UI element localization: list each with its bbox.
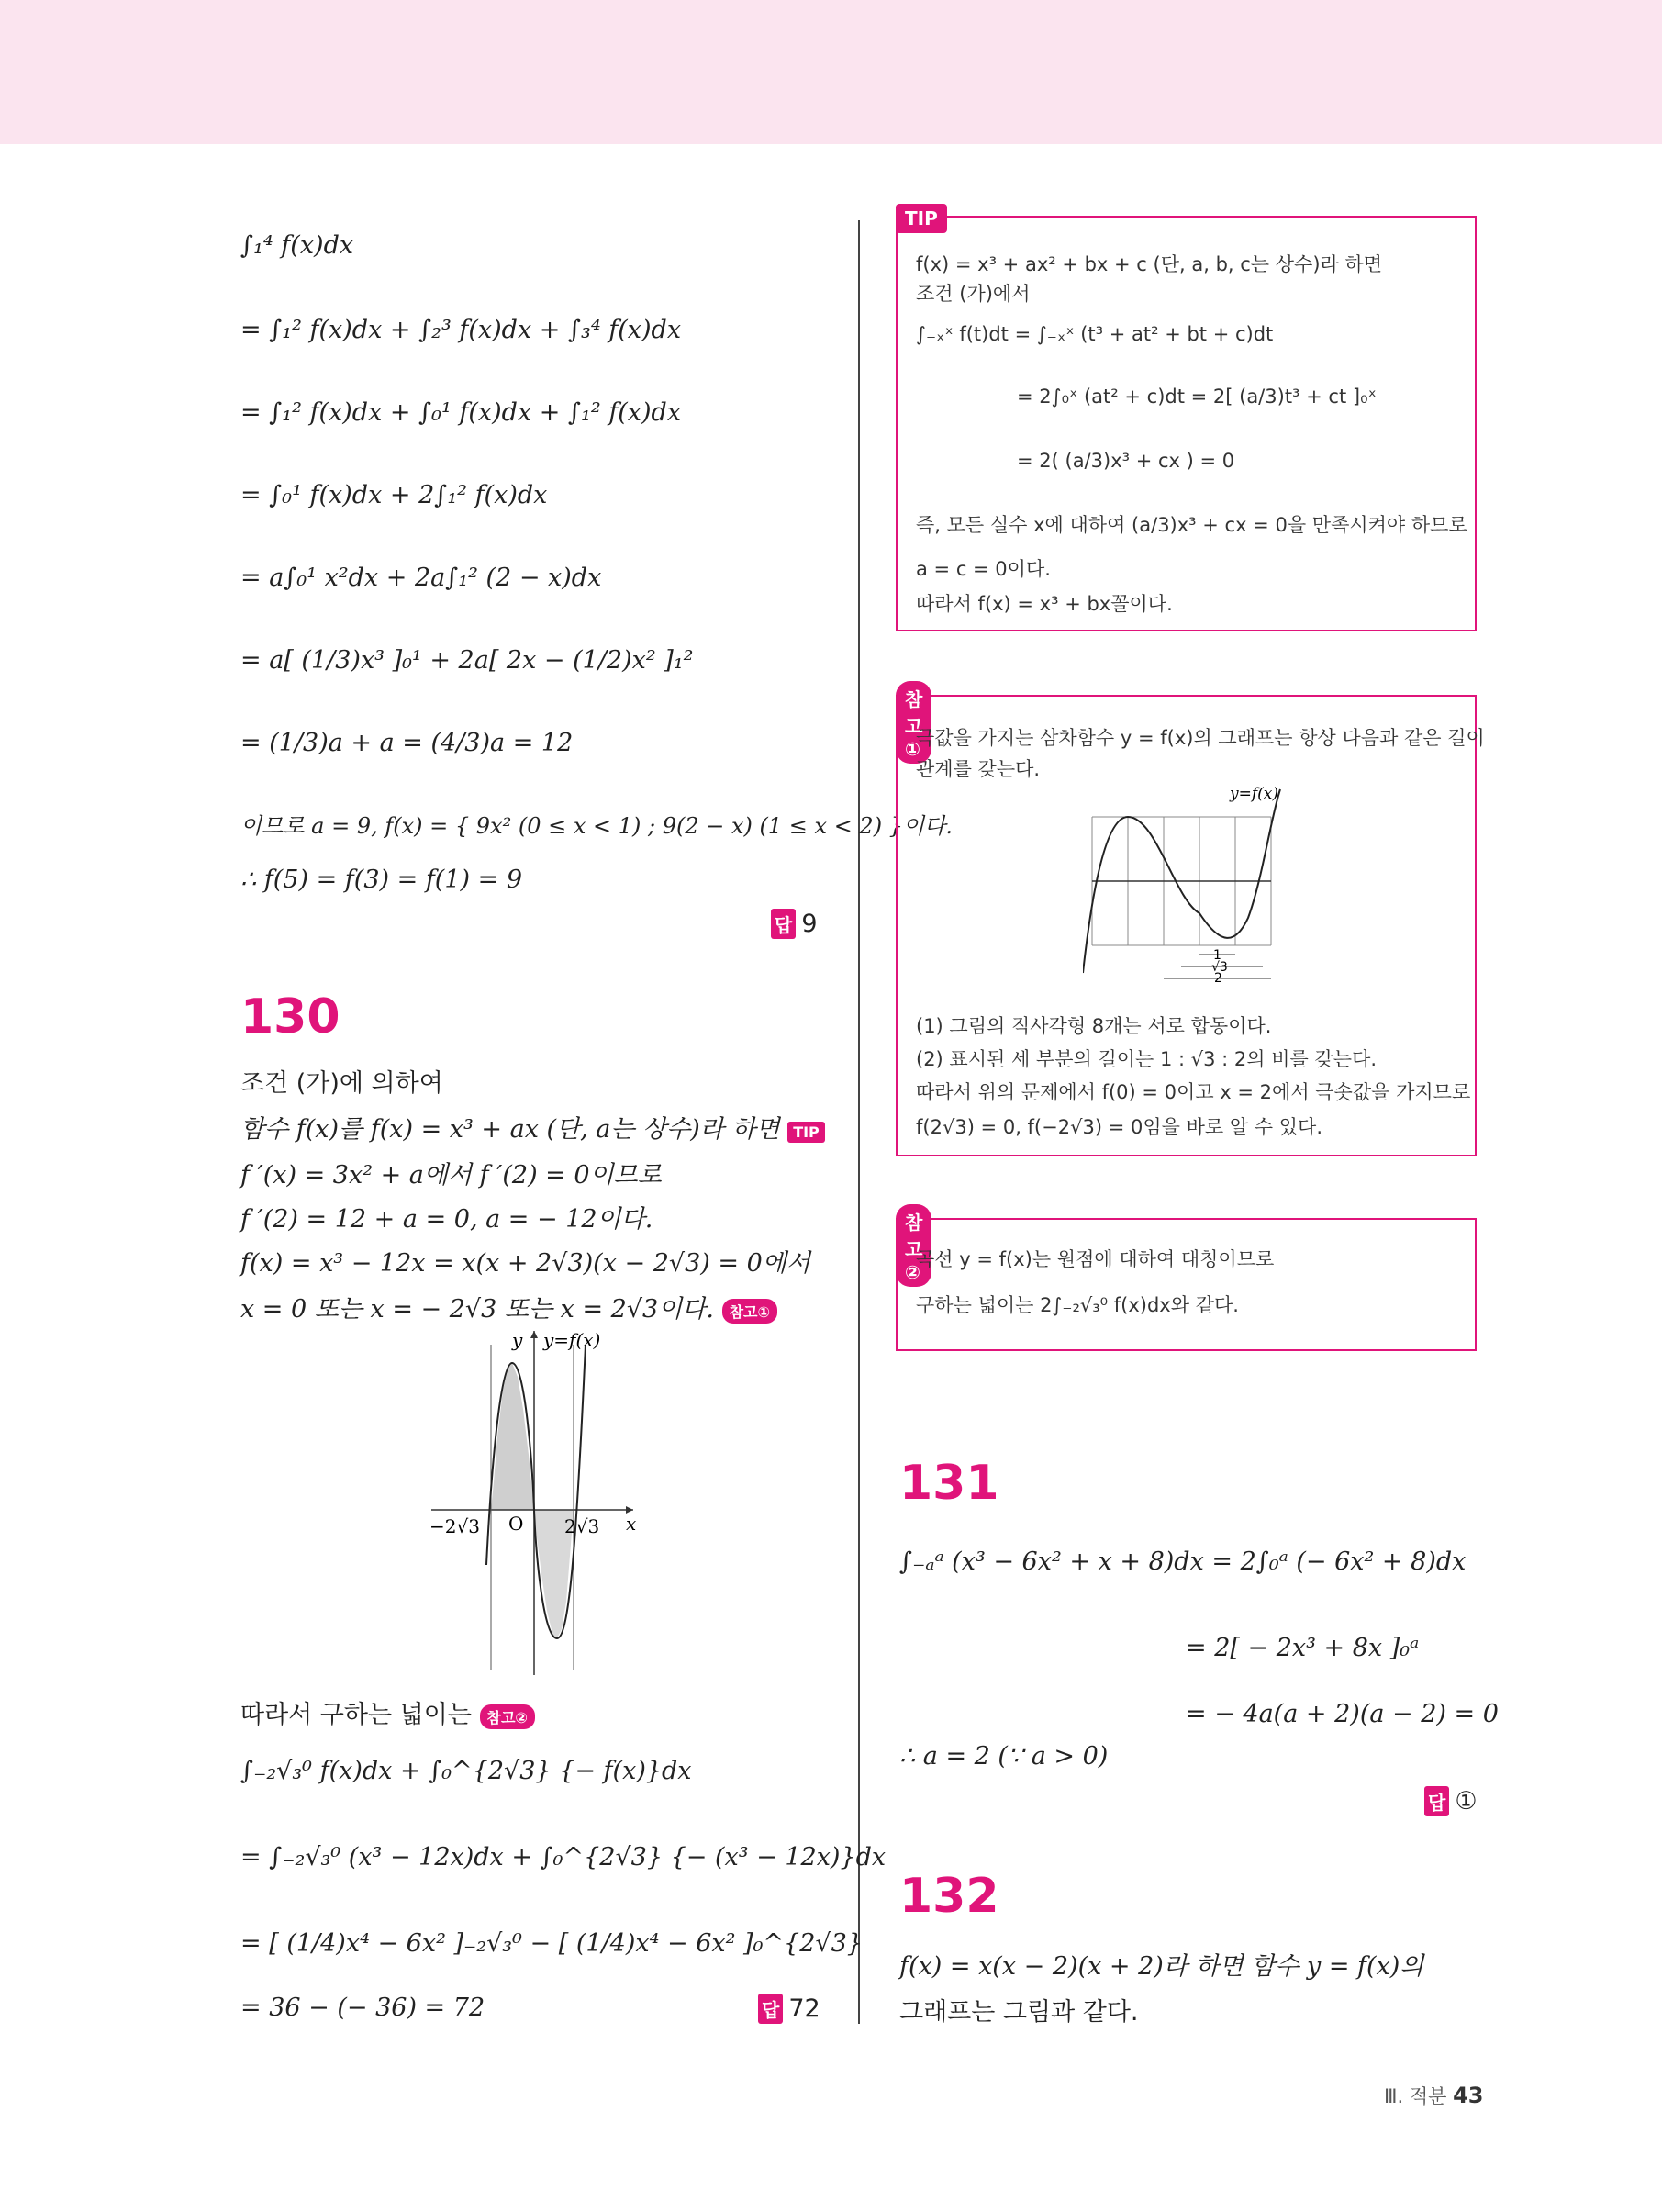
p130-line-5: f(x) = x³ − 12x = x(x + 2√3)(x − 2√3) = 0에서	[240, 1249, 810, 1278]
graph-curve-label: y=f(x)	[543, 1329, 601, 1351]
integral-line-6: = a[ (1/3)x³ ]₀¹ + 2a[ 2x − (1/2)x² ]₁²	[240, 646, 694, 675]
integral-line-4: = ∫₀¹ f(x)dx + 2∫₁² f(x)dx	[240, 481, 548, 509]
answer-badge: 답	[771, 909, 796, 939]
ref2-box-label: 참고②	[896, 1204, 931, 1287]
tip-line-1: f(x) = x³ + ax² + bx + c (단, a, b, c는 상수)라 하면	[916, 253, 1383, 275]
section-name: Ⅲ. 적분	[1384, 2085, 1447, 2107]
integral-line-5: = a∫₀¹ x²dx + 2a∫₁² (2 − x)dx	[240, 564, 602, 592]
ref1-box-label: 참고①	[896, 681, 931, 764]
p130-line-3: f ′(x) = 3x² + a에서 f ′(2) = 0이므로	[240, 1161, 662, 1190]
ref1-badge: 참고①	[722, 1299, 777, 1324]
answer-badge: 답	[758, 1994, 783, 2024]
ref2-box	[896, 1218, 1477, 1351]
graph-y-label: y	[512, 1329, 523, 1351]
graph-pos-root-label: 2√3	[564, 1515, 600, 1537]
top-color-band	[0, 0, 1662, 144]
graph-x-label: x	[626, 1513, 637, 1535]
tip-badge: TIP	[787, 1122, 825, 1143]
tip-line-3: ∫₋ₓˣ f(t)dt = ∫₋ₓˣ (t³ + at² + bt + c)dt	[916, 323, 1274, 345]
p131-line-3: = − 4a(a + 2)(a − 2) = 0	[1186, 1700, 1499, 1728]
integral-line-3: = ∫₁² f(x)dx + ∫₀¹ f(x)dx + ∫₁² f(x)dx	[240, 398, 682, 427]
ref1-note-3: 따라서 위의 문제에서 f(0) = 0이고 x = 2에서 극솟값을 가지므로	[916, 1081, 1471, 1103]
dim-sqrt3-label: √3	[1211, 960, 1228, 975]
ref2-badge: 참고②	[480, 1704, 535, 1729]
answer-130: 답 72	[758, 1994, 820, 2024]
dim-2-label: 2	[1214, 971, 1222, 982]
p131-line-2: = 2[ − 2x³ + 8x ]₀ᵃ	[1186, 1634, 1420, 1662]
answer-badge: 답	[1424, 1786, 1449, 1816]
page-number: 43	[1453, 2083, 1484, 2108]
ref1-note-2: (2) 표시된 세 부분의 길이는 1 : √3 : 2의 비를 갖는다.	[916, 1048, 1378, 1070]
tip-line-8: 따라서 f(x) = x³ + bx꼴이다.	[916, 593, 1173, 615]
integral-line-2: = ∫₁² f(x)dx + ∫₂³ f(x)dx + ∫₃⁴ f(x)dx	[240, 316, 682, 344]
ref1-intro-2: 관계를 갖는다.	[916, 758, 1041, 780]
p130-line-2: 함수 f(x)를 f(x) = x³ + ax (단, a는 상수)라 하면 TIP	[240, 1109, 825, 1145]
area-line-1: ∫₋₂√₃⁰ f(x)dx + ∫₀^{2√3} {− f(x)}dx	[240, 1757, 692, 1785]
p131-line-4: ∴ a = 2 (∵ a > 0)	[899, 1742, 1109, 1771]
integral-line-1: ∫₁⁴ f(x)dx	[240, 231, 354, 260]
p130-line-4: f ′(2) = 12 + a = 0, a = − 12이다.	[240, 1205, 653, 1234]
tip-box-label: TIP	[896, 204, 947, 233]
y-axis-arrow	[530, 1331, 538, 1338]
answer-129: 답 9	[771, 909, 818, 939]
area-line-3: = [ (1/4)x⁴ − 6x² ]₋₂√₃⁰ − [ (1/4)x⁴ − 6x² ]₀^{2√3}	[240, 1929, 863, 1958]
therefore-line: ∴ f(5) = f(3) = f(1) = 9	[240, 866, 523, 894]
page-footer	[1384, 2082, 1484, 2109]
tip-line-5: = 2( (a/3)x³ + cx ) = 0	[1017, 450, 1235, 472]
graph-origin-label: O	[508, 1513, 524, 1535]
tip-line-4: = 2∫₀ˣ (at² + c)dt = 2[ (a/3)t³ + ct ]₀ˣ	[1017, 385, 1377, 408]
ref2-line-2: 구하는 넓이는 2∫₋₂√₃⁰ f(x)dx와 같다.	[916, 1294, 1239, 1316]
area-line-4: = 36 − (− 36) = 72	[240, 1994, 485, 2022]
p132-line-2: 그래프는 그림과 같다.	[899, 1998, 1139, 2027]
piecewise-definition: 이므로 a = 9, f(x) = { 9x² (0 ≤ x < 1) ; 9(2 − x) (1 ≤ x < 2) }이다.	[240, 813, 953, 839]
cubic-graph-130	[413, 1326, 688, 1675]
ref1-note-4: f(2√3) = 0, f(−2√3) = 0임을 바로 알 수 있다.	[916, 1116, 1322, 1138]
ref1-note-1: (1) 그림의 직사각형 8개는 서로 합동이다.	[916, 1015, 1272, 1037]
ref1-intro-1: 극값을 가지는 삼차함수 y = f(x)의 그래프는 항상 다음과 같은 길이	[916, 727, 1485, 749]
graph-neg-root-label: −2√3	[429, 1515, 480, 1537]
column-divider	[858, 220, 860, 2024]
tip-line-2: 조건 (가)에서	[916, 283, 1031, 305]
shaded-area-left	[491, 1363, 534, 1510]
tip-line-6: 즉, 모든 실수 x에 대하여 (a/3)x³ + cx = 0을 만족시켜야 하므로	[916, 514, 1467, 536]
problem-number-130: 130	[240, 989, 340, 1045]
integral-line-7: = (1/3)a + a = (4/3)a = 12	[240, 729, 574, 757]
p130-line-1: 조건 (가)에 의하여	[240, 1069, 443, 1098]
p131-line-1: ∫₋ₐᵃ (x³ − 6x² + x + 8)dx = 2∫₀ᵃ (− 6x² + 8)dx	[899, 1547, 1467, 1576]
p132-line-1: f(x) = x(x − 2)(x + 2)라 하면 함수 y = f(x)의	[899, 1952, 1424, 1981]
dim-1-label: 1	[1213, 948, 1221, 963]
ref2-line-1: 곡선 y = f(x)는 원점에 대하여 대칭이므로	[916, 1248, 1275, 1270]
p130-line-6: x = 0 또는 x = − 2√3 또는 x = 2√3이다. 참고①	[240, 1289, 777, 1324]
ratio-curve-label: y=f(x)	[1230, 785, 1278, 803]
problem-number-132: 132	[899, 1869, 999, 1924]
area-intro: 따라서 구하는 넓이는 참고②	[240, 1694, 535, 1730]
tip-line-7: a = c = 0이다.	[916, 558, 1051, 580]
area-line-2: = ∫₋₂√₃⁰ (x³ − 12x)dx + ∫₀^{2√3} {− (x³ − 12x)}dx	[240, 1843, 887, 1871]
problem-number-131: 131	[899, 1456, 999, 1511]
answer-131: 답 ①	[1424, 1786, 1478, 1816]
cubic-ratio-graph	[1083, 780, 1303, 982]
